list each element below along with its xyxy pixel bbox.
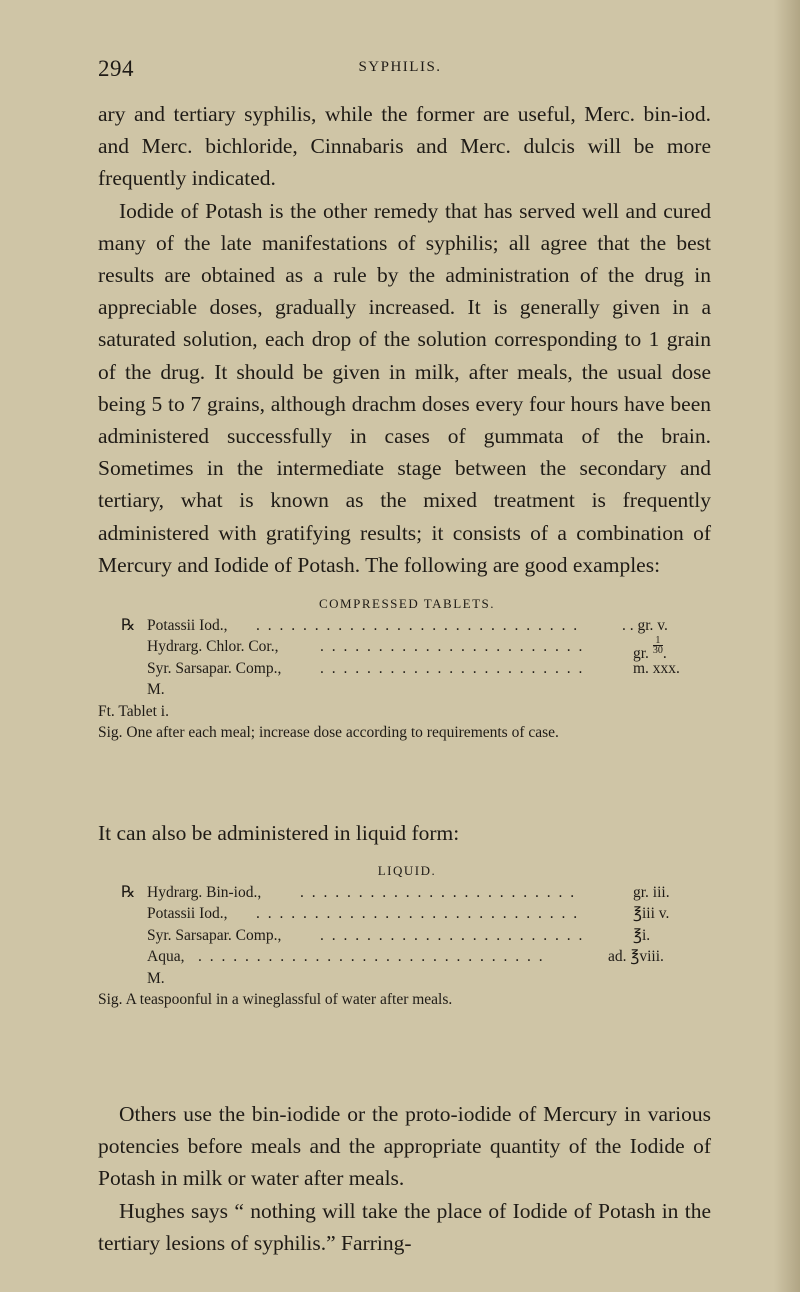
prescription-title: LIQUID. xyxy=(377,863,437,878)
prescription-line xyxy=(98,658,716,680)
ingredient-dose: ℥iii v. xyxy=(633,905,670,922)
mix-directive: M. xyxy=(147,969,165,987)
prescription-line xyxy=(98,615,716,637)
ingredient-name: Hydrarg. Bin-iod., xyxy=(147,883,262,901)
leader-dots: . . . . . . . . . . . . . . . . . . . . . . . . . . . . . . xyxy=(198,948,545,965)
ingredient-dose: m. xxx. xyxy=(633,659,680,677)
liquid-form-intro: It can also be administered in liquid form: xyxy=(98,821,460,845)
leader-dots: . . . . . . . . . . . . . . . . . . . . . . . . . . . . xyxy=(256,905,580,922)
ingredient-dose: gr. $\frac{1}{30}$ . xyxy=(633,635,667,662)
prescription-line xyxy=(98,925,716,947)
recipe-symbol: ℞ xyxy=(121,883,136,901)
paragraph-hughes: Hughes says “ nothing will take the place of Iodide of Potash in the tertiary lesions of syphilis.” Farring- xyxy=(98,1198,711,1255)
page-header xyxy=(0,56,800,86)
dose-fraction xyxy=(653,636,663,655)
prescription-title: COMPRESSED TABLETS. xyxy=(318,596,496,611)
ingredient-name: Potassii Iod., xyxy=(147,616,228,634)
fraction-numerator: 1 xyxy=(653,636,663,646)
ingredient-name: Aqua, xyxy=(147,948,185,965)
running-head: SYPHILIS. xyxy=(358,59,442,75)
ingredient-dose: ℥i. xyxy=(633,926,651,944)
ingredient-dose: . . gr. v. xyxy=(618,615,668,637)
signature-directions: Sig. One after each meal; increase dose according to requirements of case. xyxy=(98,724,559,741)
form-directive: Ft. Tablet i. xyxy=(98,702,169,720)
fraction-denominator: 30 xyxy=(652,645,663,656)
ingredient-name: Potassii Iod., xyxy=(147,905,228,922)
page-number: 294 xyxy=(98,56,134,81)
paragraph-others: Others use the bin-iodide or the proto-iodide of Mercury in various potencies before meals and the appropriate quantity of the Iodide of Potash in milk or water after meals. xyxy=(98,1102,711,1191)
leader-dots: . . . . . . . . . . . . . . . . . . . . . . . . xyxy=(300,883,577,901)
mix-directive: M. xyxy=(147,681,165,698)
paragraph-iodide-of-potash: Iodide of Potash is the other remedy that has served well and cured many of the late manifestations of syphilis; all agree that the best results are obtained as a rule by the administration of the drug in appreciable doses, gradually increased. It is generally given in a saturated solution, each drop of the solution corresponding to 1 grain of the drug. It should be given in milk, after meals, the usual dose being 5 to 7 grains, although drachm doses every four hours have been administered successfully in cases of gummata of the brain. Sometimes in the intermediate stage between the secondary and tertiary, what is known as the mixed treatment is frequently administered with gratifying results; it consists of a combination of Mercury and Iodide of Potash. The following are good examples: xyxy=(98,198,711,577)
ingredient-dose: ad. ℥viii. xyxy=(608,948,664,965)
prescription-line xyxy=(98,882,716,904)
leader-dots: . . . . . . . . . . . . . . . . . . . . . . . xyxy=(320,638,585,655)
ingredient-dose: gr. iii. xyxy=(633,883,670,901)
prescription-liquid xyxy=(98,860,716,1011)
recipe-symbol: ℞ xyxy=(121,616,136,634)
bottom-text-block xyxy=(98,1098,711,1259)
paragraph-continuation: ary and tertiary syphilis, while the former are useful, Merc. bin-iod. and Merc. bichloride, Cinnabaris and Merc. dulcis will be more frequently indicated. xyxy=(98,102,711,191)
prescription-line xyxy=(98,635,716,662)
prescription-tablets xyxy=(98,593,716,744)
ingredient-name: Hydrarg. Chlor. Cor., xyxy=(147,638,279,655)
top-text-block xyxy=(98,98,711,581)
leader-dots: . . . . . . . . . . . . . . . . . . . . . . . xyxy=(320,659,585,677)
ingredient-name: Syr. Sarsapar. Comp., xyxy=(147,926,282,944)
leader-dots: . . . . . . . . . . . . . . . . . . . . . . . . . . . . xyxy=(256,616,580,634)
prescription-line xyxy=(98,903,716,925)
leader-dots: . . . . . . . . . . . . . . . . . . . . . . . xyxy=(320,926,585,944)
page-edge-shadow xyxy=(774,0,800,1292)
dose-unit: gr. xyxy=(633,645,649,662)
ingredient-name: Syr. Sarsapar. Comp., xyxy=(147,659,282,677)
signature-directions: Sig. A teaspoonful in a wineglassful of water after meals. xyxy=(98,991,453,1008)
prescription-line xyxy=(98,946,716,968)
